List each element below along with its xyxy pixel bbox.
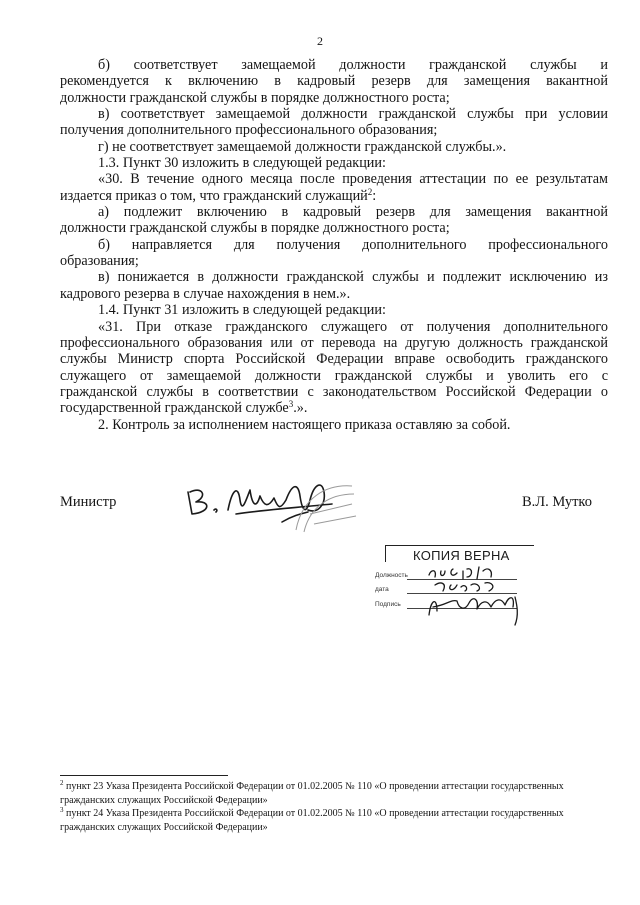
stamp-label-signature: Подпись — [375, 601, 401, 608]
paragraph — [60, 171, 608, 204]
line-text: 1.4. Пункт 31 изложить в следующей редакции: — [98, 302, 386, 319]
text-line — [60, 351, 608, 367]
line-text: «30. В течение одного месяца после проведения аттестации по ее результатам — [98, 171, 608, 188]
paragraph — [60, 269, 608, 302]
text-line — [60, 155, 608, 171]
text-line — [60, 286, 608, 302]
line-text: издается приказ о том, что гражданский служащий — [60, 187, 368, 204]
line-text: получения дополнительного профессионального образования; — [60, 122, 438, 139]
paragraph — [60, 106, 608, 139]
footnote-line — [60, 780, 608, 794]
footnote-text: гражданских служащих Российской Федерации» — [60, 821, 268, 833]
text-line — [60, 106, 608, 122]
text-line — [60, 319, 608, 335]
footnote-text: пункт 24 Указа Президента Российской Федерации от 01.02.2005 № 110 «О проведении аттестации государственных — [66, 808, 564, 819]
footnotes — [60, 780, 608, 834]
text-line — [60, 204, 608, 220]
paragraph — [60, 417, 608, 433]
text-line — [60, 400, 608, 416]
footnote-separator — [60, 775, 228, 776]
text-line — [60, 302, 608, 318]
line-text: 1.3. Пункт 30 изложить в следующей редакции: — [98, 155, 386, 172]
line-text: кадрового резерва в случае нахождения в нем.». — [60, 285, 351, 302]
paragraph — [60, 302, 608, 318]
line-text: б) направляется для получения дополнительного профессионального — [98, 236, 608, 253]
stamp-label-position: Должность — [375, 572, 408, 579]
line-text: а) подлежит включению в кадровый резерв для замещения вакантной — [98, 204, 608, 221]
official-seal-imprint — [292, 480, 372, 535]
text-line — [60, 57, 608, 73]
text-line — [60, 220, 608, 236]
line-text: гражданской службы в соответствии с законодательством Российской Федерации о — [60, 383, 608, 400]
line-text: г) не соответствует замещаемой должности гражданской службы.». — [98, 138, 507, 155]
line-text: рекомендуется к включению в кадровый резерв для замещения вакантной — [60, 73, 608, 90]
footnote-reference: 3 — [288, 399, 294, 410]
footnote — [60, 780, 608, 807]
line-text: служащего от замещаемой должности гражданской службы и уволить его с — [60, 367, 608, 384]
footnote-line — [60, 794, 608, 808]
text-line — [60, 171, 608, 187]
text-line — [60, 335, 608, 351]
paragraph — [60, 319, 608, 417]
paragraph — [60, 237, 608, 270]
line-text: 2. Контроль за исполнением настоящего приказа оставляю за собой. — [98, 416, 511, 433]
body-text — [60, 57, 608, 433]
line-text: в) понижается в должности гражданской службы и подлежит исключению из — [98, 269, 608, 286]
line-text: б) соответствует замещаемой должности гражданской службы и — [98, 57, 608, 73]
line-text: «31. При отказе гражданского служащего от получения дополнительного — [98, 318, 608, 335]
line-text: должности гражданской службы в порядке должностного роста; — [60, 89, 450, 106]
line-text: образования; — [60, 253, 139, 270]
line-text: профессионального образования или от перевода на другую должность гражданской — [60, 334, 608, 351]
footnote-line — [60, 807, 608, 821]
text-line — [60, 269, 608, 285]
paragraph — [60, 204, 608, 237]
footnote-text: пункт 23 Указа Президента Российской Федерации от 01.02.2005 № 110 «О проведении аттестации государственных — [66, 781, 564, 792]
paragraph — [60, 57, 608, 106]
text-line — [60, 188, 608, 204]
footnote-reference: 2 — [367, 186, 373, 197]
footnote-line — [60, 821, 608, 835]
footnote-text: гражданских служащих Российской Федерации» — [60, 794, 268, 806]
text-line — [60, 384, 608, 400]
stamp-title: КОПИЯ ВЕРНА — [413, 548, 510, 563]
page-number: 2 — [317, 34, 323, 48]
footnote — [60, 807, 608, 834]
text-line — [60, 139, 608, 155]
text-line — [60, 73, 608, 89]
signatory-name: В.Л. Мутко — [521, 494, 592, 510]
text-line — [60, 122, 608, 138]
text-line — [60, 253, 608, 269]
line-text: государственной гражданской службе — [60, 400, 289, 417]
text-line — [60, 368, 608, 384]
stamp-label-date: дата — [375, 586, 389, 593]
text-line — [60, 90, 608, 106]
certified-copy-stamp — [377, 545, 537, 627]
paragraph — [60, 155, 608, 171]
line-text: .». — [293, 400, 308, 417]
paragraph — [60, 139, 608, 155]
stamp-handwriting — [407, 559, 547, 629]
text-line — [60, 417, 608, 433]
footnote-number: 2 — [60, 779, 64, 787]
signatory-title: Министр — [60, 494, 117, 510]
line-text: службы Министр спорта Российской Федерации вправе освободить гражданского — [60, 351, 608, 368]
text-line — [60, 237, 608, 253]
line-text: должности гражданской службы в порядке должностного роста; — [60, 220, 450, 237]
line-text: в) соответствует замещаемой должности гражданской службы при условии — [98, 106, 608, 123]
footnote-number: 3 — [60, 806, 64, 814]
line-text: : — [372, 187, 377, 204]
